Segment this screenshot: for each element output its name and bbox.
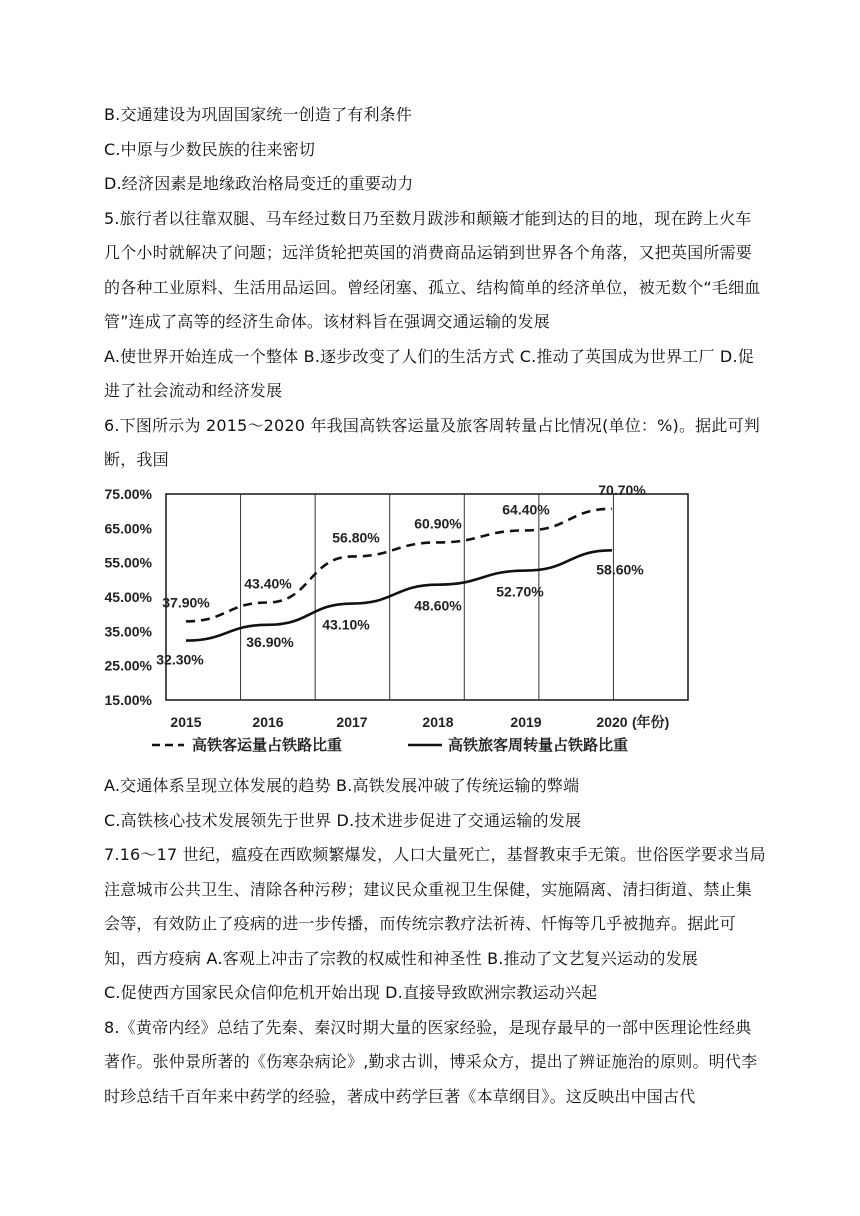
text-lower-line: 7.16～17 世纪，瘟疫在西欧频繁爆发，人口大量死亡，基督教束手无策。世俗医学要求当局: [104, 845, 766, 864]
y-tick-label: 75.00%: [104, 486, 152, 502]
text-lower-line: C.高铁核心技术发展领先于世界 D.技术进步促进了交通运输的发展: [104, 810, 582, 830]
text-lower-line: 知，西方疫病 A.客观上冲击了宗教的权威性和神圣性 B.推动了文艺复兴运动的发展: [104, 948, 698, 968]
text-upper-line: 5.旅行者以往靠双腿、马车经过数日乃至数月跋涉和颠簸才能到达的目的地，现在跨上火车: [104, 208, 752, 228]
legend-label: 高铁客运量占铁路比重: [192, 737, 343, 754]
data-labels: [156, 482, 646, 668]
data-label: 52.70%: [496, 583, 544, 600]
text-lower-line: 著作。张仲景所著的《伤寒杂病论》,勤求古训，博采众方，提出了辨证施治的原则。明代李: [104, 1052, 758, 1071]
data-label: 43.40%: [244, 575, 292, 592]
data-label: 64.40%: [502, 501, 550, 518]
x-axis-ticks: [170, 714, 669, 730]
y-tick-label: 45.00%: [104, 589, 152, 605]
text-lower-line: 会等，有效防止了疫病的进一步传播，而传统宗教疗法祈祷、忏悔等几乎被抛弃。据此可: [104, 914, 736, 933]
y-tick-label: 25.00%: [104, 657, 152, 674]
y-tick-label: 55.00%: [104, 554, 152, 571]
data-label: 37.90%: [162, 594, 210, 611]
text-upper-line: C.中原与少数民族的往来密切: [104, 139, 316, 159]
data-label: 60.90%: [414, 515, 462, 532]
text-lower-line: 注意城市公共卫生、清除各种污秽；建议民众重视卫生保健，实施隔离、清扫街道、禁止集: [104, 879, 753, 899]
text-upper-line: 的各种工业原料、生活用品运回。曾经闭塞、孤立、结构简单的经济单位，被无数个“毛细血: [104, 277, 761, 297]
data-label: 56.80%: [332, 529, 380, 546]
series-line-passenger-turnover: [186, 550, 612, 640]
x-tick-label: 2019: [510, 714, 542, 730]
text-lower-line: A.交通体系呈现立体发展的趋势 B.高铁发展冲破了传统运输的弊端: [104, 776, 580, 795]
text-lower-line: 时珍总结千百年来中药学的经验，著成中药学巨著《本草纲目》。这反映出中国古代: [104, 1086, 696, 1106]
data-label: 48.60%: [414, 597, 462, 614]
text-lower-line: 8.《黄帝内经》总结了先秦、秦汉时期大量的医家经验，是现存最早的一部中医理论性经典: [104, 1017, 752, 1037]
series-line-passenger-volume: [186, 509, 612, 622]
y-tick-label: 15.00%: [104, 692, 152, 708]
text-upper-line: A.使世界开始连成一个整体 B.逐步改变了人们的生活方式 C.推动了英国成为世界工厂 D.促: [104, 346, 754, 366]
x-tick-label: 2020: [596, 714, 628, 730]
data-label: 70.70%: [598, 481, 646, 498]
text-upper-line: 断，我国: [104, 450, 169, 469]
data-label: 36.90%: [246, 633, 294, 650]
text-upper-line: 6.下图所示为 2015～2020 年我国高铁客运量及旅客周转量占比情况(单位：%)。据此可判: [104, 415, 760, 435]
text-upper-line: B.交通建设为巩固国家统一创造了有利条件: [104, 105, 413, 124]
data-label: 32.30%: [156, 651, 204, 668]
data-label: 58.60%: [596, 561, 644, 578]
y-tick-label: 35.00%: [104, 623, 152, 640]
data-label: 43.10%: [322, 616, 370, 633]
x-axis-unit-label: (年份): [632, 714, 670, 730]
high-speed-rail-chart: [96, 472, 716, 772]
x-tick-label: 2016: [252, 714, 284, 730]
legend-label: 高铁旅客周转量占铁路比重: [448, 737, 629, 754]
x-tick-label: 2015: [170, 714, 202, 730]
text-upper-line: 几个小时就解决了问题；远洋货轮把英国的消费商品运销到世界各个角落，又把英国所需要: [104, 243, 753, 262]
text-upper-line: D.经济因素是地缘政治格局变迁的重要动力: [104, 174, 414, 193]
x-tick-label: 2017: [336, 714, 368, 730]
text-upper-line: 进了社会流动和经济发展: [104, 381, 283, 400]
text-upper-line: 管”连成了高等的经济生命体。该材料旨在强调交通运输的发展: [104, 312, 550, 331]
y-axis-ticks: [105, 486, 153, 708]
x-tick-label: 2018: [422, 714, 454, 730]
text-lower-line: C.促使西方国家民众信仰危机开始出现 D.直接导致欧洲宗教运动兴起: [104, 983, 598, 1002]
chart-legend: [152, 736, 628, 754]
y-tick-label: 65.00%: [104, 520, 152, 537]
